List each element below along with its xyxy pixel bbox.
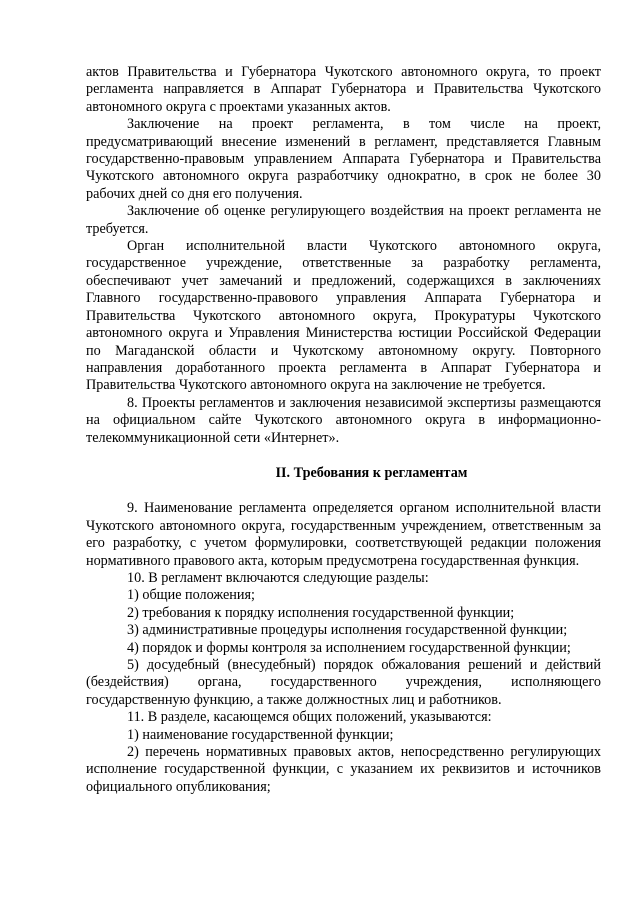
spacer [86, 447, 601, 465]
spacer [86, 482, 601, 500]
paragraph-item-9: 9. Наименование регламента определяется органом исполнительной власти Чукотского автономного округа, государственным учреждением, ответственным за его разработку, с учетом формулировки, соответствующей редакции положения нормативного правового акта, которым предусмотрена государственная функция. [86, 500, 601, 569]
paragraph-remarks-accounting: Орган исполнительной власти Чукотского автономного округа, государственное учреждение, ответственные за разработку регламента, обеспечивают учет замечаний и предложений, содержащихся в заключениях Главного государственно-правового управления Аппарата Губернатора и Правительства Чукотского автономного округа, Прокуратуры Чукотского автономного округа и Управления Министерства юстиции Российской Федерации по Магаданской области и Чукотскому автономному округу. Повторного направления доработанного проекта регламента в Аппарат Губернатора и Правительства Чукотского автономного округа на заключение не требуется. [86, 238, 601, 394]
list-item: 5) досудебный (внесудебный) порядок обжалования решений и действий (бездействия) органа, государственного учреждения, исполняющего государственную функцию, а также должностных лиц и работников. [86, 657, 601, 708]
paragraph-continuation: актов Правительства и Губернатора Чукотского автономного округа, то проект регламента направляется в Аппарат Губернатора и Правительства Чукотского автономного округа с проектами указанных актов. [86, 64, 601, 115]
list-item: 2) перечень нормативных правовых актов, непосредственно регулирующих исполнение государственной функции, с указанием их реквизитов и источников официального опубликования; [86, 744, 601, 795]
list-item: 1) общие положения; [127, 587, 255, 604]
section-heading: II. Требования к регламентам [275, 464, 468, 481]
paragraph-item-11: 11. В разделе, касающемся общих положений, указываются: [127, 709, 492, 726]
paragraph-item-8: 8. Проекты регламентов и заключения независимой экспертизы размещаются на официальном сайте Чукотского автономного округа в информационно-телекоммуникационной сети «Интернет». [86, 394, 601, 446]
paragraph-regulatory-impact: Заключение об оценке регулирующего воздействия на проект регламента не требуется. [86, 203, 601, 237]
paragraph-conclusion-on-draft: Заключение на проект регламента, в том числе на проект, предусматривающий внесение изменений в регламент, представляется Главным государственно-правовым управлением Аппарата Губернатора и Правительства Чукотского автономного округа разработчику однократно, в срок не более 30 рабочих дней со дня его получения. [86, 116, 601, 202]
paragraph-item-10: 10. В регламент включаются следующие разделы: [127, 569, 429, 586]
document-body [86, 64, 601, 796]
list-item: 2) требования к порядку исполнения государственной функции; [127, 604, 515, 621]
list-item: 1) наименование государственной функции; [127, 726, 394, 743]
list-item: 4) порядок и формы контроля за исполнением государственной функции; [127, 639, 571, 656]
list-item: 3) административные процедуры исполнения государственной функции; [127, 622, 568, 639]
